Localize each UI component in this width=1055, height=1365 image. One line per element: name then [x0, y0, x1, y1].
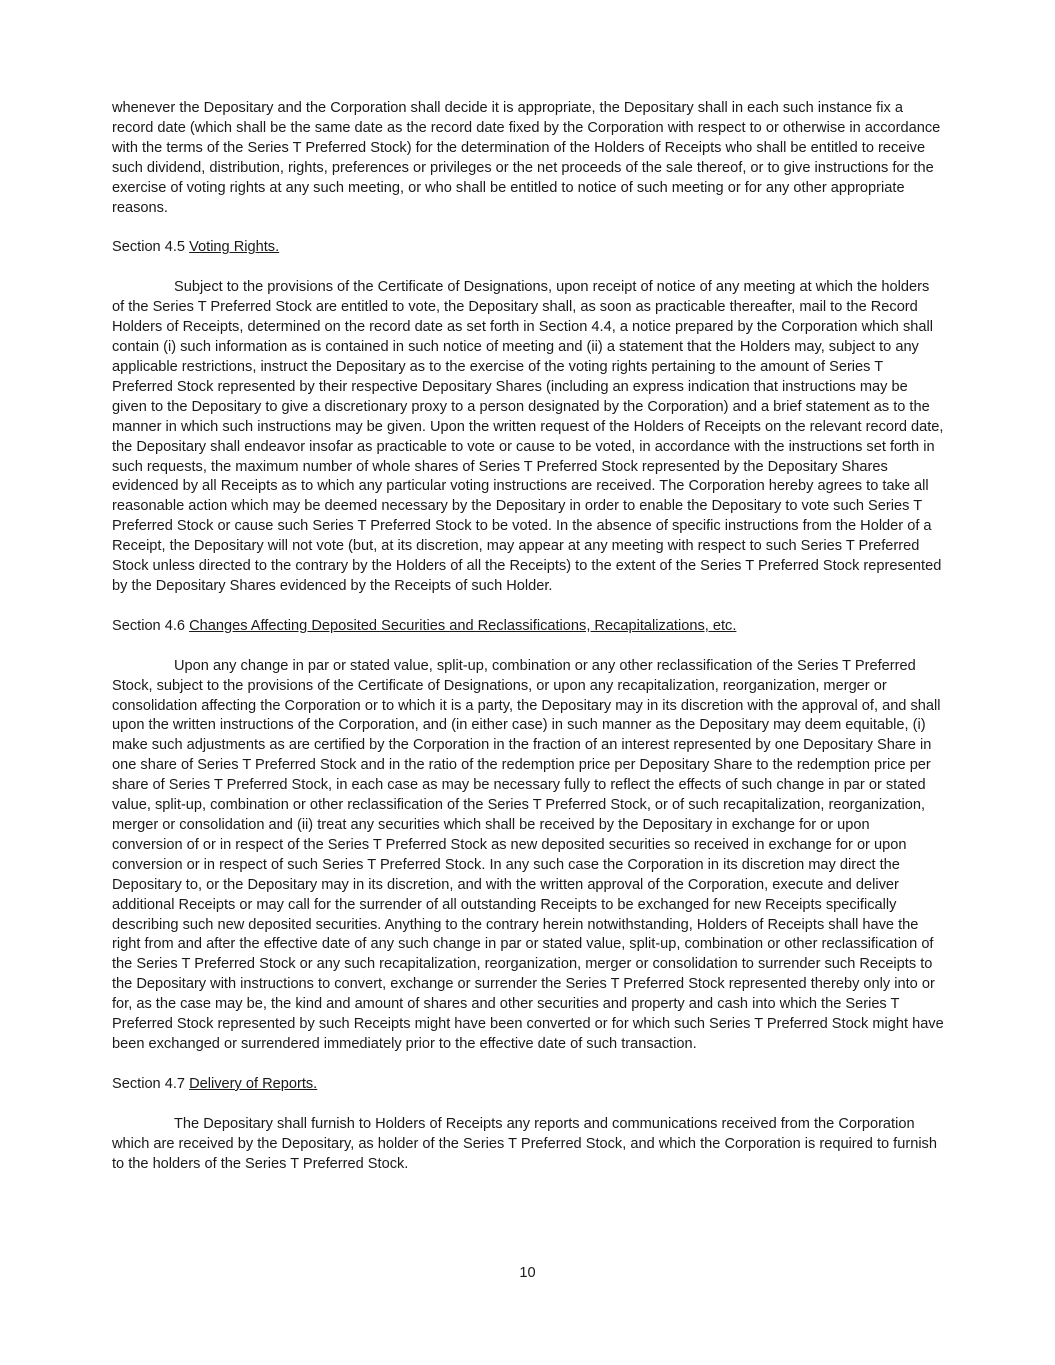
section-title: Delivery of Reports.	[189, 1075, 318, 1092]
page-number: 10	[519, 1265, 536, 1281]
document-page	[112, 99, 944, 1195]
section-4-7-body: The Depositary shall furnish to Holders of Receipts any reports and communications received from the Corporation which are received by the Depositary, as holder of the Series T Preferred Stock, and which the Corporation is required to furnish to the holders of the Series T Preferred Stock.	[112, 1115, 937, 1172]
continued-paragraph: whenever the Depositary and the Corporation shall decide it is appropriate, the Depositary shall in each such instance fix a record date (which shall be the same date as the record date fixed by the Corporation with respect to or otherwise in accordance with the terms of the Series T Preferred Stock) for the determination of the Holders of Receipts who shall be entitled to receive such dividend, distribution, rights, preferences or privileges or the net proceeds of the sale thereof, or to give instructions for the exercise of voting rights at any such meeting, or who shall be entitled to notice of such meeting or for any other appropriate reasons.	[112, 100, 941, 216]
section-4-5-heading	[112, 238, 944, 258]
section-4-6-body: Upon any change in par or stated value, split-up, combination or any other reclassification of the Series T Preferred Stock, subject to the provisions of the Certificate of Designations, or upon any recapitalization, reorganization, merger or consolidation affecting the Corporation or to which it is a party, the Depositary may in its discretion with the approval of, and shall upon the written instructions of the Corporation, and (in either case) in such manner as the Depositary may deem equitable, (i) make such adjustments as are certified by the Corporation in the fraction of an interest represented by one Depositary Share in one share of Series T Preferred Stock and in the ratio of the redemption price per Depositary Share to the redemption price per share of Series T Preferred Stock, in each case as may be necessary fully to reflect the effects of such change in par or stated value, split-up, combination or other reclassification of the Series T Preferred Stock, or of such recapitalization, reorganization, merger or consolidation and (ii) treat any securities which shall be received by the Depositary in exchange for or upon conversion of or in respect of the Series T Preferred Stock as new deposited securities so received in exchange for or upon conversion or in respect of such Series T Preferred Stock. In any such case the Corporation in its discretion may direct the Depositary to, or the Depositary may in its discretion, and with the written approval of the Corporation, execute and deliver additional Receipts or may call for the surrender of all outstanding Receipts to be exchanged for new Receipts specifically describing such new deposited securities. Anything to the contrary herein notwithstanding, Holders of Receipts shall have the right from and after the effective date of any such change in par or stated value, split-up, combination or other reclassification of the Series T Preferred Stock or any such recapitalization, reorganization, merger or consolidation to surrender such Receipts to the Depositary with instructions to convert, exchange or surrender the Series T Preferred Stock represented thereby only into or for, as the case may be, the kind and amount of shares and other securities and property and cash into which the Series T Preferred Stock represented by such Receipts might have been converted or for which such Series T Preferred Stock might have been exchanged or surrendered immediately prior to the effective date of such transaction.	[112, 657, 944, 1052]
section-4-6-heading	[112, 617, 944, 637]
section-4-7-heading	[112, 1075, 944, 1095]
section-title: Changes Affecting Deposited Securities and Reclassifications, Recapitalizations, etc.	[189, 617, 737, 634]
section-number: Section 4.5	[112, 239, 186, 256]
section-number: Section 4.6	[112, 617, 186, 634]
section-title: Voting Rights.	[189, 239, 280, 256]
section-4-5-body: Subject to the provisions of the Certificate of Designations, upon receipt of notice of any meeting at which the holders of the Series T Preferred Stock are entitled to vote, the Depositary shall, as soon as practicable thereafter, mail to the Record Holders of Receipts, determined on the record date as set forth in Section 4.4, a notice prepared by the Corporation which shall contain (i) such information as is contained in such notice of meeting and (ii) a statement that the Holders may, subject to any applicable restrictions, instruct the Depositary as to the exercise of the voting rights pertaining to the amount of Series T Preferred Stock represented by their respective Depositary Shares (including an express indication that instructions may be given to the Depositary to give a discretionary proxy to a person designated by the Corporation) and a brief statement as to the manner in which such instructions may be given. Upon the written request of the Holders of Receipts on the relevant record date, the Depositary shall endeavor insofar as practicable to vote or cause to be voted, in accordance with the instructions set forth in such requests, the maximum number of whole shares of Series T Preferred Stock represented by the Depositary Shares evidenced by all Receipts as to which any particular voting instructions are received. The Corporation hereby agrees to take all reasonable action which may be deemed necessary by the Depositary in order to enable the Depositary to vote such Series T Preferred Stock or cause such Series T Preferred Stock to be voted. In the absence of specific instructions from the Holder of a Receipt, the Depositary will not vote (but, at its discretion, may appear at any meeting with respect to such Series T Preferred Stock unless directed to the contrary by the Holders of all the Receipts) to the extent of the Series T Preferred Stock represented by the Depositary Shares evidenced by the Receipts of such Holder.	[112, 279, 944, 594]
section-number: Section 4.7	[112, 1075, 186, 1092]
